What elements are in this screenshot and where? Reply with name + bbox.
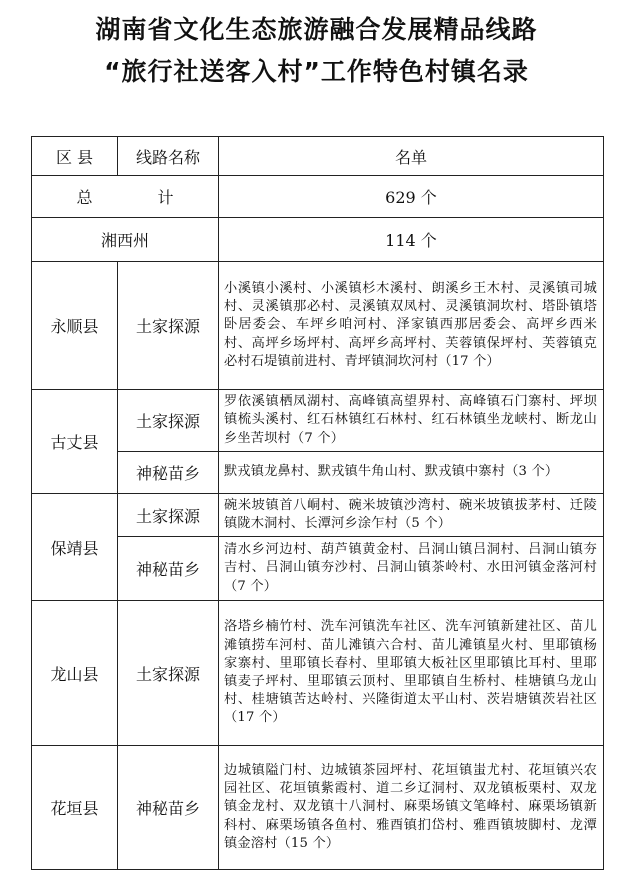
total-label: 总 计: [32, 176, 219, 218]
table-row: [32, 262, 604, 390]
names-cell: 碗米坡镇首八峒村、碗米坡镇沙湾村、碗米坡镇拔茅村、迁陵镇陇木洞村、长潭河乡涂乍村（5 个）: [219, 494, 604, 537]
county-cell: 花垣县: [32, 746, 118, 870]
route-cell: 土家探源: [118, 262, 219, 390]
route-cell: 土家探源: [118, 601, 219, 746]
header-names: 名单: [219, 137, 604, 176]
county-cell: 龙山县: [32, 601, 118, 746]
county-cell: 永顺县: [32, 262, 118, 390]
route-cell: 神秘苗乡: [118, 537, 219, 601]
village-list-table: [31, 136, 604, 870]
county-cell: 古丈县: [32, 390, 118, 494]
table-row: [32, 537, 604, 601]
names-cell: 清水乡河边村、葫芦镇黄金村、吕洞山镇吕洞村、吕洞山镇夯吉村、吕洞山镇夯沙村、吕洞山镇茶岭村、水田河镇金落河村（7 个）: [219, 537, 604, 601]
table-row: [32, 746, 604, 870]
document-title-line1: 湖南省文化生态旅游融合发展精品线路: [95, 15, 538, 44]
table-row: [32, 494, 604, 537]
route-cell: 神秘苗乡: [118, 452, 219, 494]
prefecture-label: 湘西州: [32, 218, 219, 262]
header-route: 线路名称: [118, 137, 219, 176]
route-cell: 神秘苗乡: [118, 746, 219, 870]
prefecture-row: [32, 218, 604, 262]
names-cell: 默戎镇龙鼻村、默戎镇牛角山村、默戎镇中寨村（3 个）: [219, 452, 604, 494]
total-row: [32, 176, 604, 218]
document-title-line2: “旅行社送客入村”工作特色村镇名录: [104, 57, 529, 86]
route-cell: 土家探源: [118, 390, 219, 452]
names-cell: 罗依溪镇栖凤湖村、高峰镇高望界村、高峰镇石门寨村、坪坝镇梳头溪村、红石林镇红石林村、红石林镇坐龙峡村、断龙山乡坐苦坝村（7 个）: [219, 390, 604, 452]
names-cell: 洛塔乡楠竹村、洗车河镇洗车社区、洗车河镇新建社区、苗儿滩镇捞车河村、苗儿滩镇六合村、苗儿滩镇星火村、里耶镇杨家寨村、里耶镇长春村、里耶镇大板社区里耶镇比耳村、里耶镇麦子坪村、里耶镇云顶村、里耶镇自生桥村、桂塘镇乌龙山村、桂塘镇苦达岭村、兴隆街道太平山村、茨岩塘镇茨岩社区（17 个）: [219, 601, 604, 746]
total-value: 629 个: [219, 176, 604, 218]
route-cell: 土家探源: [118, 494, 219, 537]
names-cell: 小溪镇小溪村、小溪镇杉木溪村、朗溪乡王木村、灵溪镇司城村、灵溪镇那必村、灵溪镇双凤村、灵溪镇洞坎村、塔卧镇塔卧居委会、车坪乡咱河村、泽家镇西那居委会、高坪乡西米村、高坪乡场坪村、高坪乡高坪村、芙蓉镇保坪村、芙蓉镇克必村石堤镇前进村、青坪镇洞坎河村（17 个）: [219, 262, 604, 390]
table-row: [32, 390, 604, 452]
county-cell: 保靖县: [32, 494, 118, 601]
header-county: 区 县: [32, 137, 118, 176]
table-row: [32, 601, 604, 746]
prefecture-value: 114 个: [219, 218, 604, 262]
table-row: [32, 452, 604, 494]
table-header-row: [32, 137, 604, 176]
names-cell: 边城镇隘门村、边城镇茶园坪村、花垣镇蚩尤村、花垣镇兴农园社区、花垣镇紫霞村、道二乡辽洞村、双龙镇板栗村、双龙镇金龙村、双龙镇十八洞村、麻栗场镇文笔峰村、麻栗场镇新科村、麻栗场镇各鱼村、雅酉镇扪岱村、雅酉镇坡脚村、龙潭镇金溶村（15 个）: [219, 746, 604, 870]
